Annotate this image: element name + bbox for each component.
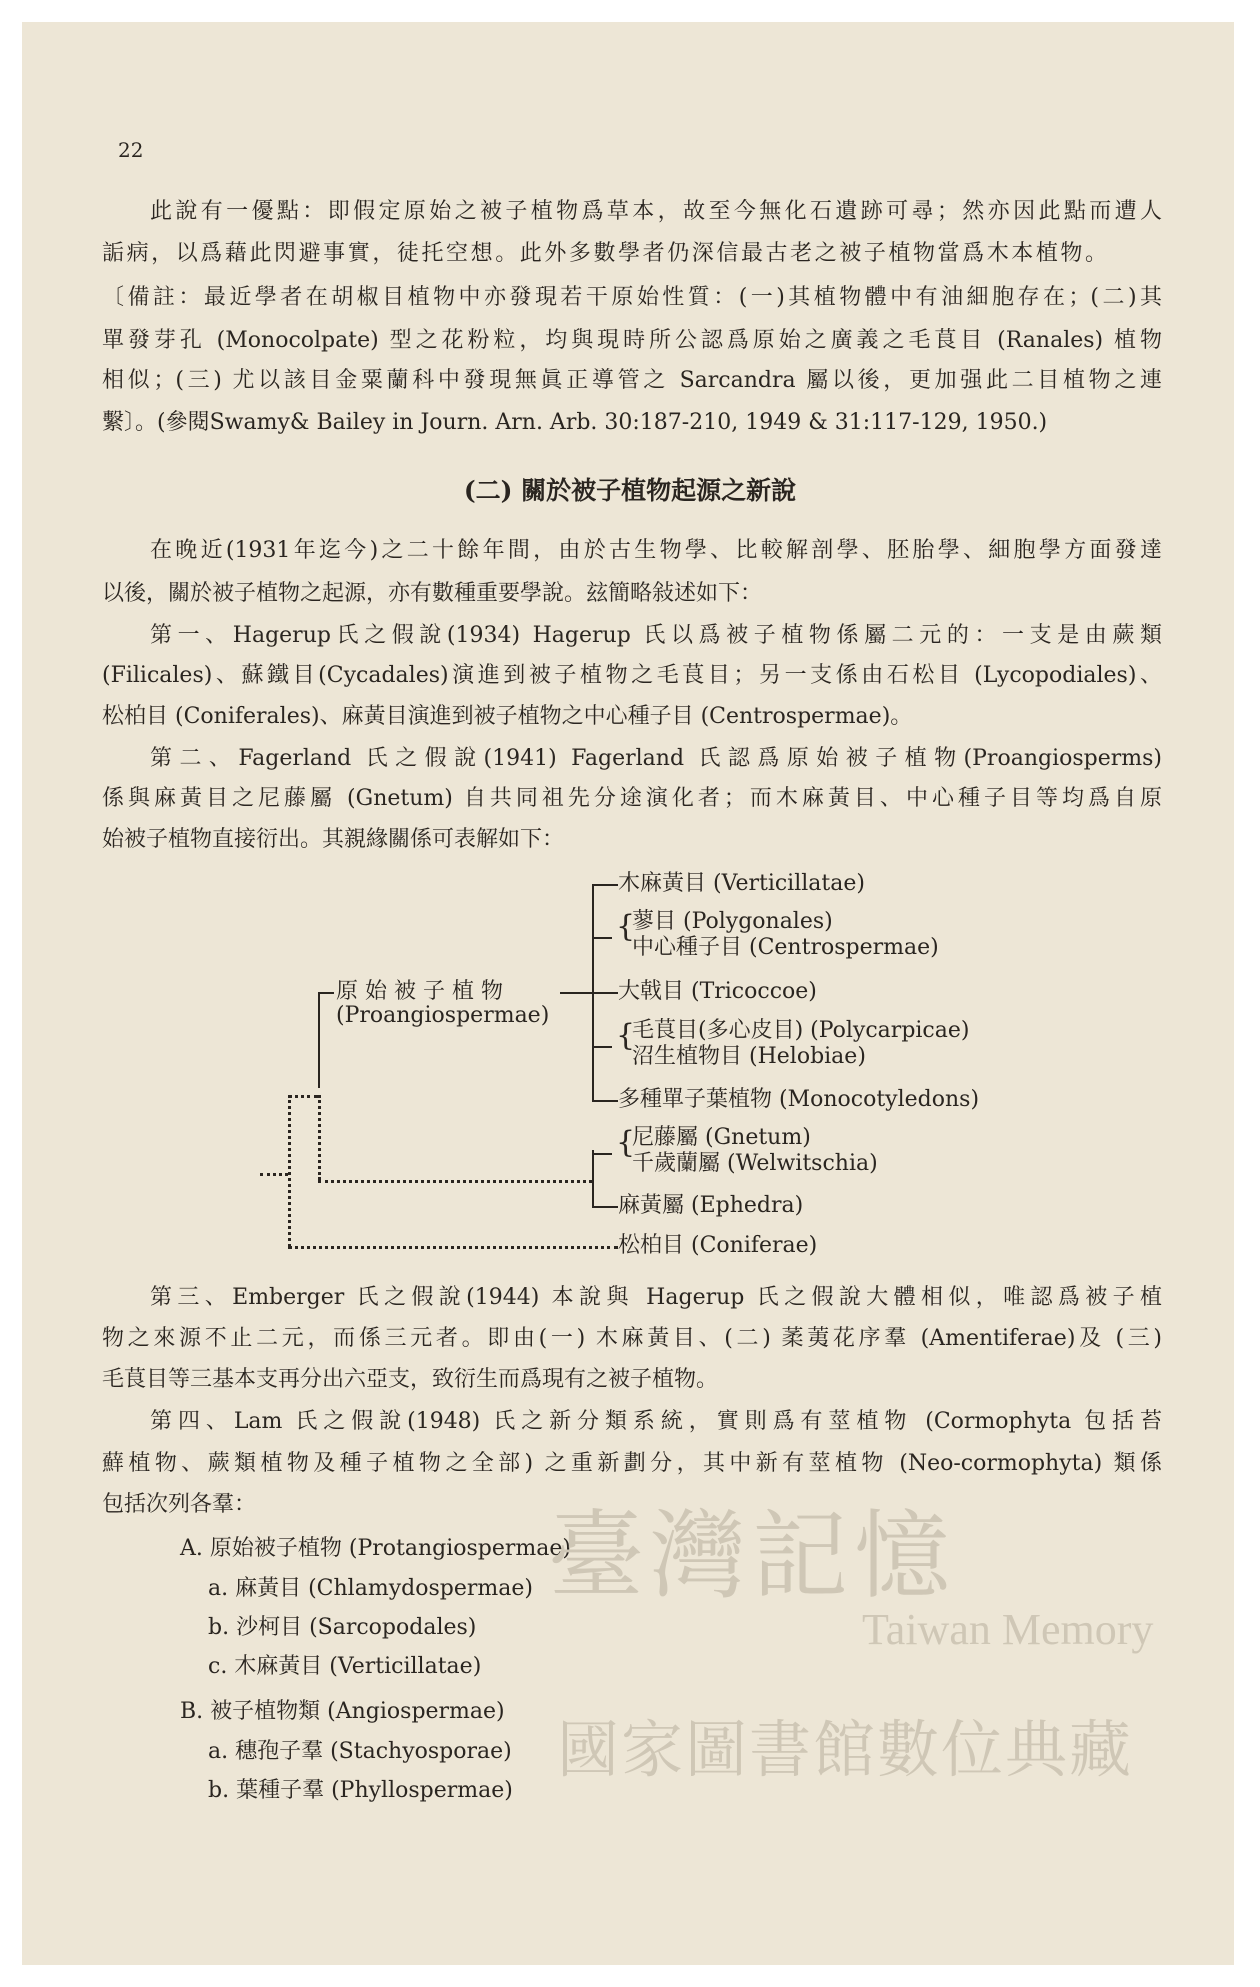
text-line: 詬病，以爲藉此閃避事實，徒托空想。此外多數學者仍深信最古老之被子植物當爲木本植物。 <box>102 241 1107 266</box>
tree-leaf: 麻黃屬 (Ephedra) <box>618 1193 804 1218</box>
dotted-line <box>318 1095 321 1180</box>
tree-line <box>592 1046 612 1048</box>
watermark-text: Taiwan Memory <box>862 1605 1154 1654</box>
dotted-line <box>288 1246 618 1249</box>
tree-line <box>592 1206 618 1208</box>
text-line: 包括次列各羣： <box>102 1492 257 1517</box>
tree-line <box>318 992 320 1088</box>
text-line: 始被子植物直接衍出。其親緣關係可表解如下： <box>102 827 565 852</box>
text-line: 第四、Lam 氏之假說(1948) 氏之新分類系統，實則爲有莖植物 (Cormophyta 包括苔 <box>150 1409 1162 1434</box>
text-line: 單發芽孔 (Monocolpate) 型之花粉粒，均與現時所公認爲原始之廣義之毛茛目 (Ranales) 植物 <box>102 328 1162 353</box>
text-line: 物之來源不止二元，而係三元者。即由(一) 木麻黃目、(二) 葇荑花序羣 (Amentiferae)及 (三) <box>102 1326 1162 1351</box>
dotted-line <box>260 1173 288 1176</box>
text-line: 第一、Hagerup氏之假說(1934) Hagerup 氏以爲被子植物係屬二元的：一支是由蕨類 <box>150 623 1162 648</box>
text-line: 蘚植物、蕨類植物及種子植物之全部) 之重新劃分，其中新有莖植物 (Neo-cormophyta) 類係 <box>102 1451 1162 1476</box>
tree-line <box>592 1153 612 1155</box>
tree-leaf: 蓼目 (Polygonales) <box>632 909 833 934</box>
tree-leaf: 毛茛目(多心皮目) (Polycarpicae) <box>632 1018 970 1043</box>
tree-leaf: 大戟目 (Tricoccoe) <box>618 979 817 1004</box>
list-item: b. 葉種子羣 (Phyllospermae) <box>208 1778 513 1803</box>
brace-icon: { <box>616 1018 636 1053</box>
tree-root-cn: 原 始 被 子 植 物 <box>336 979 503 1004</box>
list-item: B. 被子植物類 (Angiospermae) <box>180 1699 505 1724</box>
text-line: 相似；(三) 尤以該目金粟蘭科中發現無眞正導管之 Sarcandra 屬以後，更加强此二目植物之連 <box>102 368 1162 393</box>
brace-icon: { <box>616 909 636 944</box>
tree-line <box>592 992 618 994</box>
text-line: 毛茛目等三基本支再分出六亞支，致衍生而爲現有之被子植物。 <box>102 1367 719 1392</box>
tree-line <box>592 884 618 886</box>
watermark-library: 國家圖書館數位典藏 <box>557 1713 1134 1786</box>
text-line: 〔備註：最近學者在胡椒目植物中亦發現若干原始性質：(一)其植物體中有油細胞存在；(二)其 <box>102 285 1162 310</box>
dotted-line <box>288 1095 318 1098</box>
section-heading: (二) 關於被子植物起源之新說 <box>463 476 797 505</box>
brace-icon: { <box>616 1125 636 1160</box>
list-item: a. 穗孢子羣 (Stachyosporae) <box>208 1739 512 1764</box>
tree-leaf: 尼藤屬 (Gnetum) <box>632 1125 811 1150</box>
tree-line <box>592 1100 618 1102</box>
text-line: 在晚近(1931年迄今)之二十餘年間，由於古生物學、比較解剖學、胚胎學、細胞學方面發達 <box>150 538 1162 563</box>
tree-leaf: 多種單子葉植物 (Monocotyledons) <box>618 1087 980 1112</box>
text-line: 松柏目 (Coniferales)、麻黃目演進到被子植物之中心種子目 (Centrospermae)。 <box>102 704 913 729</box>
tree-leaf: 松柏目 (Coniferae) <box>618 1233 818 1258</box>
list-item: b. 沙柯目 (Sarcopodales) <box>208 1615 477 1640</box>
text-line: 繫〕。(參閱Swamy& Bailey in Journ. Arn. Arb. 30:187-210, 1949 & 31:117-129, 1950.) <box>102 410 1048 435</box>
text-line: 此說有一優點：即假定原始之被子植物爲草本，故至今無化石遺跡可尋；然亦因此點而遭人 <box>150 199 1162 224</box>
watermark-logo: 臺灣記憶 <box>548 1500 956 1612</box>
text-line: (Filicales)、蘇鐵目(Cycadales)演進到被子植物之毛茛目；另一支係由石松目 (Lycopodiales)、 <box>102 663 1162 688</box>
text-line: 以後，關於被子植物之起源，亦有數種重要學說。玆簡略敍述如下： <box>102 581 763 606</box>
page-number: 22 <box>118 138 144 162</box>
list-item: a. 麻黃目 (Chlamydospermae) <box>208 1576 533 1601</box>
tree-leaf: 木麻黃目 (Verticillatae) <box>618 871 865 896</box>
tree-leaf: 沼生植物目 (Helobiae) <box>632 1044 866 1069</box>
list-item: A. 原始被子植物 (Protangiospermae) <box>180 1536 571 1561</box>
tree-line <box>592 937 612 939</box>
tree-leaf: 中心種子目 (Centrospermae) <box>632 935 939 960</box>
dotted-line <box>318 1180 592 1183</box>
tree-line <box>592 1150 594 1206</box>
tree-line <box>318 992 334 994</box>
list-item: c. 木麻黃目 (Verticillatae) <box>208 1654 482 1679</box>
text-line: 第二、Fagerland 氏之假說(1941) Fagerland 氏認爲原始被子植物(Proangiosperms) <box>150 746 1162 771</box>
text-line: 係與麻黃目之尼藤屬 (Gnetum) 自共同祖先分途演化者；而木麻黃目、中心種子目等均爲自原 <box>102 786 1162 811</box>
tree-leaf: 千歲蘭屬 (Welwitschia) <box>632 1151 878 1176</box>
text-line: 第三、Emberger 氏之假說(1944) 本說與 Hagerup 氏之假說大體相似，唯認爲被子植 <box>150 1285 1162 1310</box>
tree-root-latin: (Proangiospermae) <box>336 1003 550 1028</box>
dotted-line <box>288 1095 291 1247</box>
